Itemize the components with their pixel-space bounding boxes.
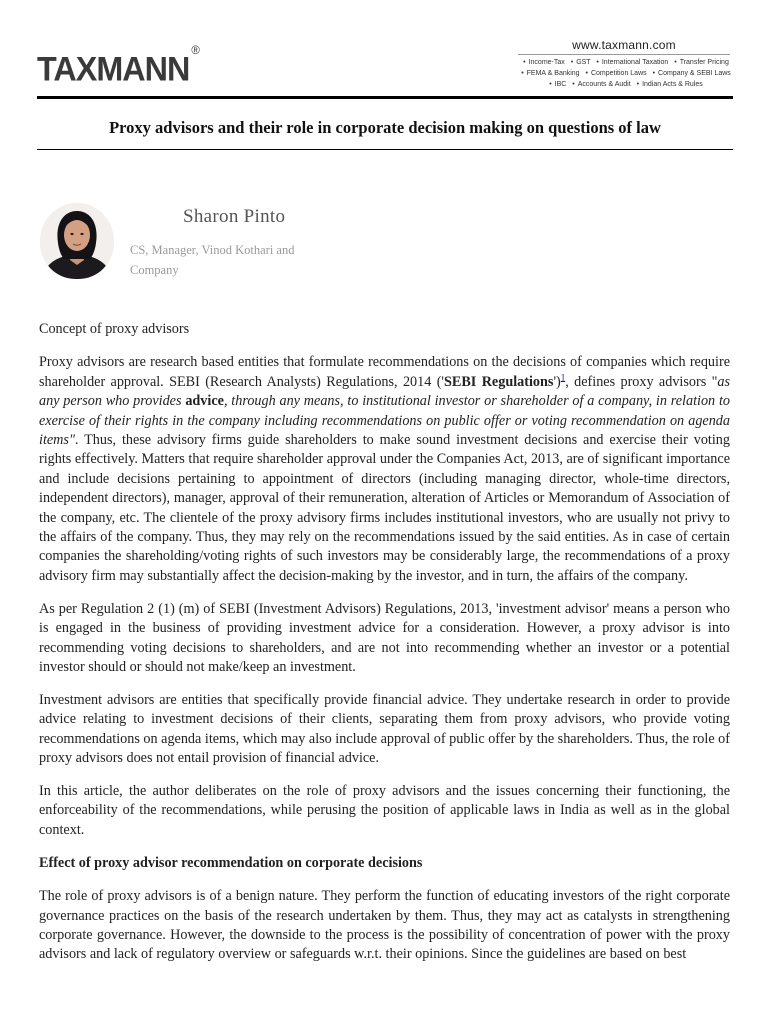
paragraph: The role of proxy advisors is of a benign nature. They perform the function of educating investors of the right corporate governance practices on the basis of the research undertaken by them. Thus, they may act as catalysts in strengthening corporate governance. However, the downside to the process is the possibility of concentration of power with the proxy advisors and lack of regulatory overview or safeguards w.r.t. their opinions. Since the guidelines are based on best (39, 888, 730, 963)
logo-text: TAXMANN (37, 50, 190, 89)
category-item[interactable]: • Income-Tax (519, 59, 565, 66)
category-row (508, 68, 740, 79)
section-heading: Concept of proxy advisors (39, 321, 190, 337)
author-photo (40, 203, 114, 279)
category-row (508, 79, 740, 90)
footnote-link[interactable]: 1 (560, 372, 566, 383)
category-item[interactable]: • Indian Acts & Rules (633, 81, 703, 88)
quote-run: , through any means (223, 393, 341, 410)
category-item[interactable]: • FEMA & Banking (517, 70, 579, 77)
author-avatar (40, 203, 114, 279)
section-heading: Effect of proxy advisor recommendation on corporate decisions (39, 854, 423, 871)
category-item[interactable]: • Company & SEBI Laws (649, 70, 731, 77)
category-row (508, 57, 740, 68)
taxmann-logo[interactable] (37, 43, 199, 89)
header-divider (518, 54, 730, 55)
text-run: Proxy advisors are research based entities that formulate recommendations on the decisions of companies which require shareholder approval. SEBI (Research Analysts) Regulations, 2014 (' (39, 354, 730, 390)
author-role: CS, Manager, Vinod Kothari and Company (130, 243, 295, 277)
category-item[interactable]: • International Taxation (592, 59, 668, 66)
quote-run: , in relation to exercise of their rights in the company including recommendations on public offer or voting recommendation on agenda items" (39, 393, 730, 449)
paragraph: As per Regulation 2 (1) (m) of SEBI (Investment Advisors) Regulations, 2013, 'investment advisor' means a person who is engaged in the business of providing investment advice for a consideration. However, a proxy advisor is into recommending voting decisions to shareholders, and are not into recommending whether an investor or a potential investor should or should not make/keep an investment. (39, 600, 730, 675)
site-url[interactable]: www.taxmann.com (572, 38, 676, 52)
author-name: Sharon Pinto (183, 206, 286, 227)
text-run: , to institutional investor or shareholder of a company (340, 393, 649, 410)
defined-term: SEBI Regulations (443, 373, 554, 390)
paragraph: Investment advisors are entities that specifically provide financial advice. They undertake research in order to provide advice relating to investment decisions of their clients, separating them from proxy advisors, who provide voting recommendations on agenda items, which may also include approval of public offer by the shareholders. Thus, the role of proxy advisors does not entail provision of financial advice. (39, 691, 730, 767)
category-item[interactable]: • GST (567, 59, 591, 66)
quote-bold: advice (185, 393, 224, 410)
text-run: . Thus, these advisory firms guide shareholders to make sound investment decisions and exercise their voting rights effectively. Matters that require shareholder approval under the Companies Act, 2013, are of significant importance and include decisions pertaining to appointment of directors (including managing director, whole-time directors, independent directors), manager, approval of their remuneration, alteration of Articles or Memorandum of Association of the company, etc. The clientele of the proxy advisory firms includes institutional investors, who are usually not privy to the affairs of the company. Thus, they may rely on the recommendations issued by the said entities. As in case of certain companies the shareholding/voting rights of such investors may be considerably large, the recommendations of a proxy advisory firm may substantially affect the decision-making by the investor, and in turn, the affairs of the company. (39, 432, 730, 584)
category-item[interactable]: • Competition Laws (582, 70, 647, 77)
text-run: ') (553, 373, 561, 390)
article-body (39, 320, 730, 978)
category-list (508, 57, 740, 90)
paragraph (39, 353, 730, 586)
title-top-rule (37, 96, 733, 99)
category-item[interactable]: • Accounts & Audit (568, 81, 630, 88)
article-title: Proxy advisors and their role in corporate decision making on questions of law (109, 118, 661, 137)
category-item[interactable]: • IBC (545, 81, 566, 88)
title-bottom-rule (37, 149, 733, 150)
text-run: , defines proxy advisors " (565, 373, 718, 390)
category-item[interactable]: • Transfer Pricing (670, 59, 729, 66)
registered-mark: ® (191, 43, 199, 57)
quote-run: as any person who provides (39, 373, 731, 410)
paragraph: In this article, the author deliberates on the role of proxy advisors and the issues concerning their functioning, the enforceability of the recommendations, while perusing the position of applicable laws in India as well as in the global context. (39, 783, 730, 838)
